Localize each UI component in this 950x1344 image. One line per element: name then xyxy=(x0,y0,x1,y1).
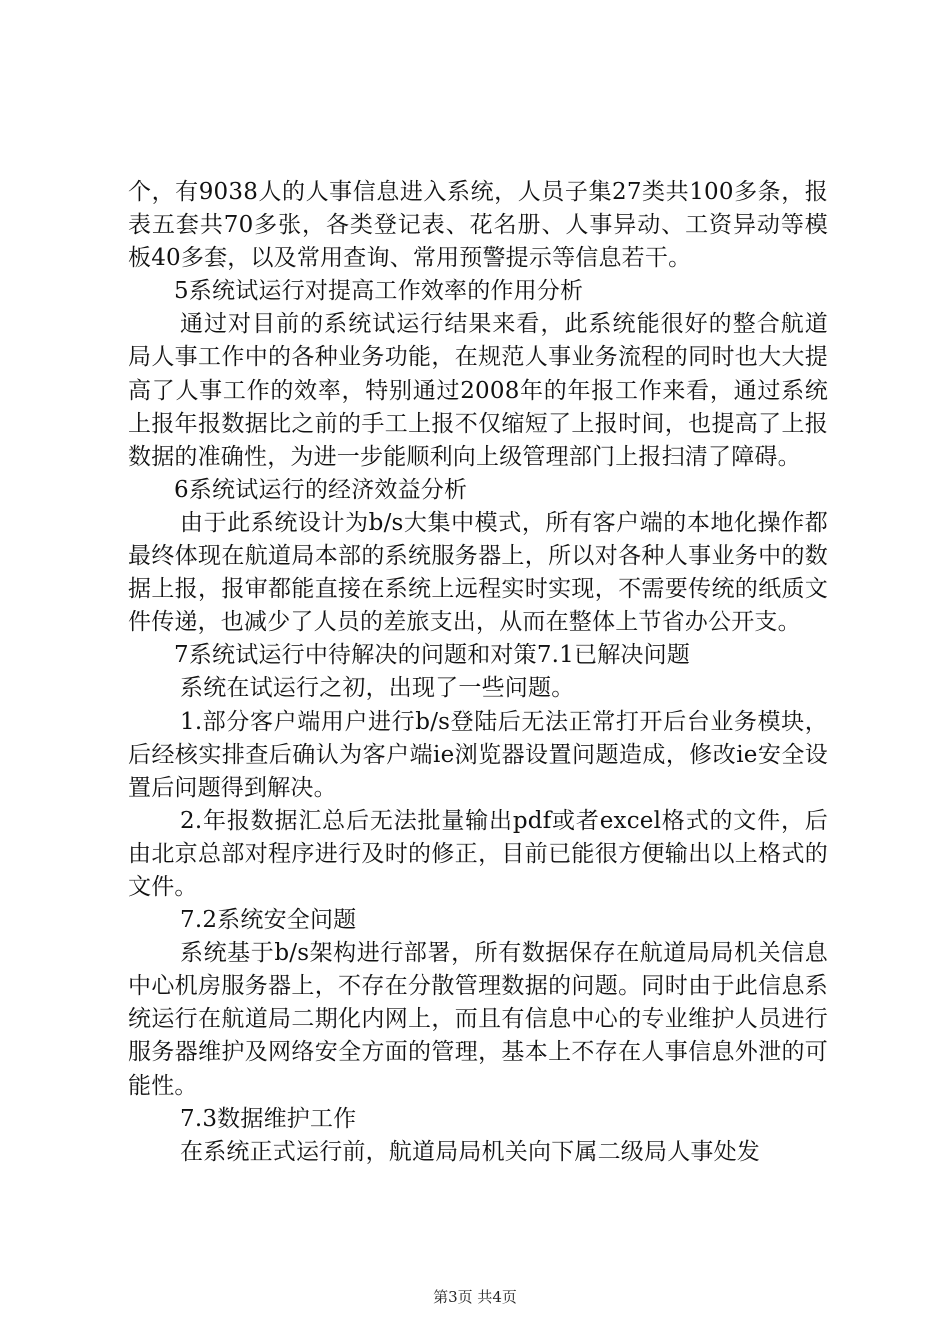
paragraph-efficiency: 通过对目前的系统试运行结果来看，此系统能很好的整合航道局人事工作中的各种业务功能，在规范人事业务流程的同时也大大提高了人事工作的效率，特别通过2008年的年报工作来看，通过系统上报年报数据比之前的手工上报不仅缩短了上报时间，也提高了上报数据的准确性，为进一步能顺利向上级管理部门上报扫清了障碍。 xyxy=(128,311,828,470)
page-footer: 第3页 共4页 xyxy=(433,1288,517,1306)
paragraph-data-maintenance: 在系统正式运行前，航道局局机关向下属二级局人事处发 xyxy=(180,1138,760,1165)
section-heading-5: 5系统试运行对提高工作效率的作用分析 xyxy=(174,278,584,305)
section-heading-7: 7系统试运行中待解决的问题和对策7.1已解决问题 xyxy=(174,642,691,669)
paragraph-economic: 由于此系统设计为b/s大集中模式，所有客户端的本地化操作都最终体现在航道局本部的系统服务器上，所以对各种人事业务中的数据上报，报审都能直接在系统上远程实时实现，不需要传统的纸质文件传递，也减少了人员的差旅支出，从而在整体上节省办公开支。 xyxy=(128,509,828,636)
paragraph-security: 系统基于b/s架构进行部署，所有数据保存在航道局局机关信息中心机房服务器上，不存在分散管理数据的问题。同时由于此信息系统运行在航道局二期化内网上，而且有信息中心的专业维护人员进行服务器维护及网络安全方面的管理，基本上不存在人事信息外泄的可能性。 xyxy=(128,940,828,1099)
paragraph-problem-2: 2.年报数据汇总后无法批量输出pdf或者excel格式的文件，后由北京总部对程序进行及时的修正，目前已能很方便输出以上格式的文件。 xyxy=(128,807,828,900)
paragraph-problem-1: 1.部分客户端用户进行b/s登陆后无法正常打开后台业务模块，后经核实排查后确认为客户端ie浏览器设置问题造成，修改ie安全设置后问题得到解决。 xyxy=(128,708,828,801)
paragraph-problems-intro: 系统在试运行之初，出现了一些问题。 xyxy=(180,675,575,702)
section-heading-7-3: 7.3数据维护工作 xyxy=(180,1105,357,1132)
section-heading-6: 6系统试运行的经济效益分析 xyxy=(174,476,468,503)
section-heading-7-2: 7.2系统安全问题 xyxy=(180,907,357,934)
document-body xyxy=(128,176,828,1169)
paragraph-continuation: 个，有9038人的人事信息进入系统，人员子集27类共100多条，报表五套共70多张，各类登记表、花名册、人事异动、工资异动等模板40多套，以及常用查询、常用预警提示等信息若干。 xyxy=(128,179,828,272)
